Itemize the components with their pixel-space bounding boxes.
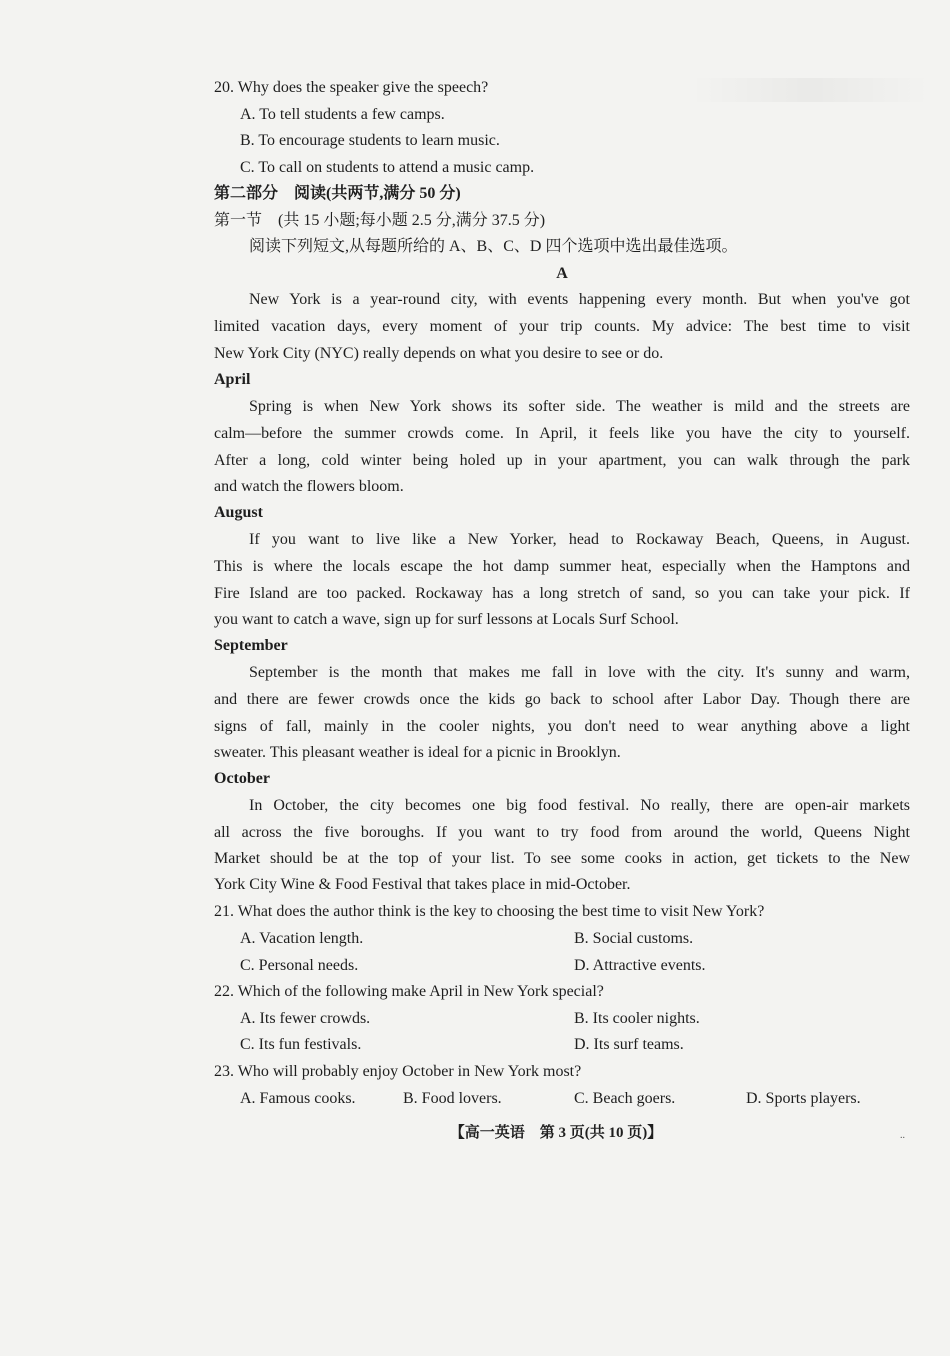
section-1-heading: 第一节 (共 15 小题;每小题 2.5 分,满分 37.5 分) [214, 212, 546, 229]
question-23-option-d: D. Sports players. [746, 1090, 861, 1107]
april-line-4: and watch the flowers bloom. [214, 478, 404, 495]
question-22-option-a: A. Its fewer crowds. [240, 1010, 371, 1027]
question-21-option-b: B. Social customs. [574, 930, 694, 947]
september-heading: September [214, 637, 288, 654]
question-21-stem: 21. What does the author think is the key to choosing the best time to visit New York? [214, 903, 765, 920]
september-line-3: signs of fall, mainly in the cooler nights, you don't need to wear anything above a light [214, 718, 910, 735]
question-20-option-c: C. To call on students to attend a music camp. [240, 159, 535, 176]
september-line-1: September is the month that makes me fall in love with the city. It's sunny and warm, [249, 664, 910, 681]
october-line-4: York City Wine & Food Festival that takes place in mid-October. [214, 876, 631, 893]
question-20-option-b: B. To encourage students to learn music. [240, 132, 500, 149]
october-heading: October [214, 770, 270, 787]
question-23-option-b: B. Food lovers. [403, 1090, 502, 1107]
september-line-4: sweater. This pleasant weather is ideal for a picnic in Brooklyn. [214, 744, 621, 761]
august-line-2: This is where the locals escape the hot damp summer heat, especially when the Hamptons and [214, 558, 910, 575]
question-22-option-b: B. Its cooler nights. [574, 1010, 700, 1027]
intro-line-3: New York City (NYC) really depends on what you desire to see or do. [214, 345, 664, 362]
question-23-option-a: A. Famous cooks. [240, 1090, 356, 1107]
page-footer: 【高一英语 第 3 页(共 10 页)】 [449, 1125, 663, 1141]
intro-line-1: New York is a year-round city, with events happening every month. But when you've got [249, 291, 910, 308]
question-22-option-d: D. Its surf teams. [574, 1036, 684, 1053]
reading-instruction: 阅读下列短文,从每题所给的 A、B、C、D 四个选项中选出最佳选项。 [249, 238, 738, 255]
april-line-2: calm—before the summer crowds come. In April, it feels like you have the city to yourself. [214, 425, 910, 442]
question-20-option-a: A. To tell students a few camps. [240, 106, 445, 123]
august-line-4: you want to catch a wave, sign up for surf lessons at Locals Surf School. [214, 611, 679, 628]
april-line-3: After a long, cold winter being holed up in your apartment, you can walk through the park [214, 452, 910, 469]
part-2-heading: 第二部分 阅读(共两节,满分 50 分) [214, 185, 461, 202]
passage-letter: A [556, 265, 568, 282]
april-heading: April [214, 371, 251, 388]
question-21-option-c: C. Personal needs. [240, 957, 359, 974]
bleed-through-mark [690, 78, 930, 102]
question-22-option-c: C. Its fun festivals. [240, 1036, 362, 1053]
question-20-stem: 20. Why does the speaker give the speech? [214, 79, 489, 96]
october-line-1: In October, the city becomes one big food festival. No really, there are open-air markets [249, 797, 910, 814]
question-23-stem: 23. Who will probably enjoy October in New York most? [214, 1063, 582, 1080]
question-23-option-c: C. Beach goers. [574, 1090, 676, 1107]
august-line-1: If you want to live like a New Yorker, head to Rockaway Beach, Queens, in August. [249, 531, 910, 548]
august-line-3: Fire Island are too packed. Rockaway has a long stretch of sand, so you can take your pick. If [214, 585, 910, 602]
footer-mark: .. [900, 1130, 905, 1141]
august-heading: August [214, 504, 263, 521]
intro-line-2: limited vacation days, every moment of your trip counts. My advice: The best time to visit [214, 318, 910, 335]
question-22-stem: 22. Which of the following make April in New York special? [214, 983, 604, 1000]
question-21-option-d: D. Attractive events. [574, 957, 706, 974]
october-line-2: all across the five boroughs. If you want to try food from around the world, Queens Night [214, 824, 910, 841]
september-line-2: and there are fewer crowds once the kids go back to school after Labor Day. Though there are [214, 691, 910, 708]
april-line-1: Spring is when New York shows its softer side. The weather is mild and the streets are [249, 398, 910, 415]
question-21-option-a: A. Vacation length. [240, 930, 364, 947]
october-line-3: Market should be at the top of your list. To see some cooks in action, get tickets to the New [214, 850, 910, 867]
